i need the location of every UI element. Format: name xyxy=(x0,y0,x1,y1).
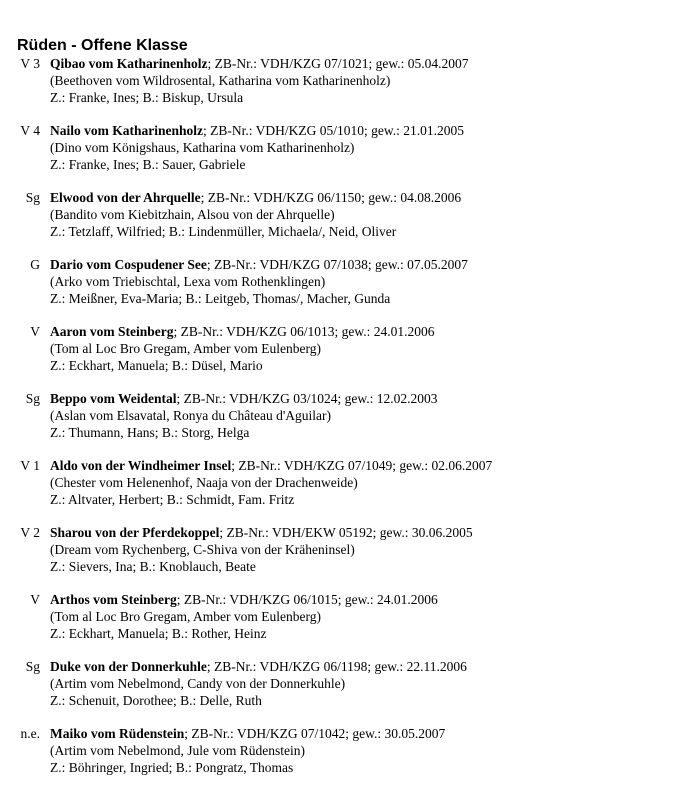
parents: (Bandito vom Kiebitzhain, Alsou von der Ahrquelle) xyxy=(50,207,335,222)
registration-details: ; ZB-Nr.: VDH/KZG 07/1049; gew.: 02.06.2007 xyxy=(231,458,493,473)
parents: (Tom al Loc Bro Gregam, Amber vom Eulenberg) xyxy=(50,609,321,624)
dog-name: Nailo vom Katharinenholz xyxy=(50,123,204,138)
dog-name: Elwood von der Ahrquelle xyxy=(50,190,201,205)
breeder-owner: Z.: Eckhart, Manuela; B.: Düsel, Mario xyxy=(50,358,263,373)
parents: (Dino vom Königshaus, Katharina vom Katharinenholz) xyxy=(50,140,355,155)
entry-grade: V 1 xyxy=(20,458,40,473)
list-item xyxy=(0,122,700,189)
registration-details: ; ZB-Nr.: VDH/KZG 07/1021; gew.: 05.04.2007 xyxy=(207,56,469,71)
entry-grade: V 4 xyxy=(20,123,40,138)
breeder-owner: Z.: Eckhart, Manuela; B.: Rother, Heinz xyxy=(50,626,267,641)
parents: (Tom al Loc Bro Gregam, Amber vom Eulenberg) xyxy=(50,341,321,356)
breeder-owner: Z.: Thumann, Hans; B.: Storg, Helga xyxy=(50,425,250,440)
parents: (Beethoven vom Wildrosental, Katharina vom Katharinenholz) xyxy=(50,73,391,88)
breeder-owner: Z.: Schenuit, Dorothee; B.: Delle, Ruth xyxy=(50,693,262,708)
breeder-owner: Z.: Böhringer, Ingried; B.: Pongratz, Thomas xyxy=(50,760,294,775)
breeder-owner: Z.: Meißner, Eva-Maria; B.: Leitgeb, Thomas/, Macher, Gunda xyxy=(50,291,391,306)
list-item xyxy=(0,189,700,256)
parents: (Artim vom Nebelmond, Jule vom Rüdenstein) xyxy=(50,743,305,758)
entry-list xyxy=(0,55,700,792)
registration-details: ; ZB-Nr.: VDH/KZG 06/1198; gew.: 22.11.2006 xyxy=(206,659,467,674)
breeder-owner: Z.: Altvater, Herbert; B.: Schmidt, Fam. Fritz xyxy=(50,492,295,507)
entry-grade: G xyxy=(30,257,40,272)
breeder-owner: Z.: Sievers, Ina; B.: Knoblauch, Beate xyxy=(50,559,256,574)
list-item xyxy=(0,390,700,457)
list-item xyxy=(0,658,700,725)
list-item xyxy=(0,256,700,323)
dog-name: Duke von der Donnerkuhle xyxy=(50,659,207,674)
registration-details: ; ZB-Nr.: VDH/KZG 06/1013; gew.: 24.01.2006 xyxy=(173,324,435,339)
entry-grade: V 3 xyxy=(20,56,40,71)
parents: (Arko vom Triebischtal, Lexa vom Rothenklingen) xyxy=(50,274,326,289)
registration-details: ; ZB-Nr.: VDH/KZG 06/1150; gew.: 04.08.2006 xyxy=(200,190,462,205)
list-item xyxy=(0,725,700,792)
list-item xyxy=(0,55,700,122)
dog-name: Arthos vom Steinberg xyxy=(50,592,177,607)
entry-grade: V xyxy=(30,324,40,339)
parents: (Aslan vom Elsavatal, Ronya du Château d'Aguilar) xyxy=(50,408,331,423)
registration-details: ; ZB-Nr.: VDH/KZG 07/1038; gew.: 07.05.2007 xyxy=(206,257,468,272)
registration-details: ; ZB-Nr.: VDH/KZG 07/1042; gew.: 30.05.2007 xyxy=(184,726,446,741)
registration-details: ; ZB-Nr.: VDH/KZG 03/1024; gew.: 12.02.2003 xyxy=(176,391,438,406)
parents: (Chester vom Helenenhof, Naaja von der Drachenweide) xyxy=(50,475,358,490)
list-item xyxy=(0,457,700,524)
breeder-owner: Z.: Franke, Ines; B.: Biskup, Ursula xyxy=(50,90,244,105)
dog-name: Dario vom Cospudener See xyxy=(50,257,207,272)
registration-details: ; ZB-Nr.: VDH/EKW 05192; gew.: 30.06.2005 xyxy=(219,525,473,540)
list-item xyxy=(0,524,700,591)
list-item xyxy=(0,323,700,390)
list-item xyxy=(0,591,700,658)
parents: (Artim vom Nebelmond, Candy von der Donnerkuhle) xyxy=(50,676,346,691)
entry-grade: Sg xyxy=(25,659,40,674)
entry-grade: n.e. xyxy=(20,726,40,741)
entry-grade: V 2 xyxy=(20,525,40,540)
dog-name: Maiko vom Rüdenstein xyxy=(50,726,185,741)
entry-grade: Sg xyxy=(25,190,40,205)
parents: (Dream vom Rychenberg, C-Shiva von der Kräheninsel) xyxy=(50,542,355,557)
entry-grade: Sg xyxy=(25,391,40,406)
dog-name: Aldo von der Windheimer Insel xyxy=(50,458,232,473)
dog-name: Beppo vom Weidental xyxy=(50,391,177,406)
breeder-owner: Z.: Franke, Ines; B.: Sauer, Gabriele xyxy=(50,157,246,172)
registration-details: ; ZB-Nr.: VDH/KZG 05/1010; gew.: 21.01.2005 xyxy=(203,123,465,138)
dog-name: Qibao vom Katharinenholz xyxy=(50,56,208,71)
breeder-owner: Z.: Tetzlaff, Wilfried; B.: Lindenmüller, Michaela/, Neid, Oliver xyxy=(50,224,397,239)
dog-name: Sharou von der Pferdekoppel xyxy=(50,525,220,540)
entry-grade: V xyxy=(30,592,40,607)
registration-details: ; ZB-Nr.: VDH/KZG 06/1015; gew.: 24.01.2006 xyxy=(176,592,438,607)
page-title: Rüden - Offene Klasse xyxy=(17,37,188,54)
dog-name: Aaron vom Steinberg xyxy=(50,324,174,339)
